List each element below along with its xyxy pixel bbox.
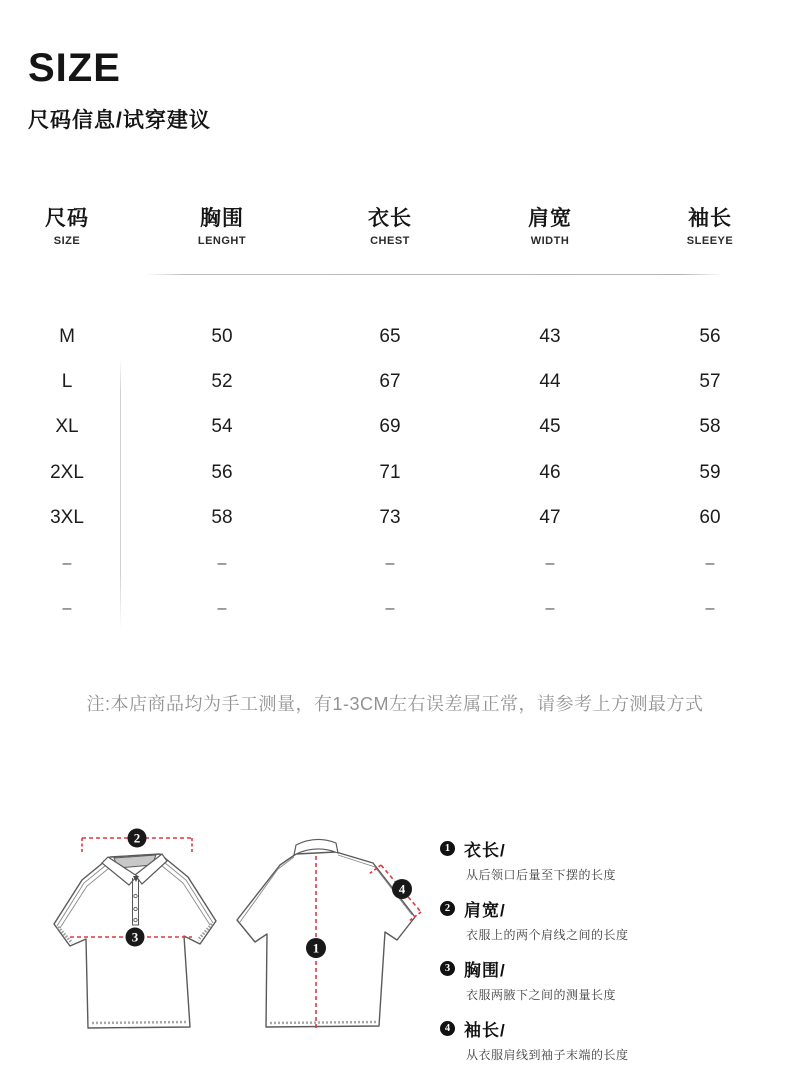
table-row-empty-2: – – – – –: [62, 600, 715, 618]
table-header-divider: [145, 274, 723, 275]
back-shirt-illustration: [228, 812, 433, 1062]
table-row-xl: XL 54 69 45 58: [55, 416, 721, 438]
shoulder-width-marker: [82, 829, 192, 854]
page-subtitle: 尺码信息/试穿建议: [28, 109, 211, 132]
legend-bullet-3: 3: [440, 961, 455, 976]
legend-item-shoulder: 2 肩宽/ 衣服上的两个肩线之间的长度: [440, 896, 770, 943]
length-marker-number: 1: [312, 940, 320, 956]
table-row-empty-1: – – – – –: [62, 554, 715, 572]
table-row-m: M 50 65 43 56: [59, 325, 721, 347]
table-row-l: L 52 67 44 57: [61, 371, 721, 393]
legend-item-length: 1 衣长/ 从后领口后量至下摆的长度: [440, 836, 770, 883]
front-shirt-illustration: [40, 812, 235, 1062]
table-row-2xl: 2XL 56 71 46 59: [50, 461, 721, 483]
size-table-body: [0, 314, 790, 632]
legend-bullet-2: 2: [440, 901, 455, 916]
sleeve-marker-number: 4: [398, 881, 406, 897]
page-title: SIZE: [28, 46, 121, 90]
chest-marker-number: 3: [131, 929, 139, 945]
column-header-length: 衣长 CHEST: [368, 207, 412, 247]
column-header-chest: 胸围 LENGHT: [197, 207, 247, 247]
size-table-header: [0, 202, 790, 247]
column-header-size: 尺码 SIZE: [45, 207, 89, 247]
table-row-3xl: 3XL 58 73 47 60: [50, 507, 721, 529]
legend-item-sleeve: 4 袖长/ 从衣服肩线到袖子末端的长度: [440, 1016, 770, 1063]
legend-bullet-1: 1: [440, 841, 455, 856]
measurement-note: 注:本店商品均为手工测量，有1-3CM左右误差属正常，请参考上方测最方式: [86, 694, 704, 714]
shoulder-marker-number: 2: [133, 830, 141, 846]
column-header-shoulder: 肩宽 WIDTH: [528, 207, 572, 247]
legend-bullet-4: 4: [440, 1021, 455, 1036]
legend-item-chest: 3 胸围/ 衣服两腋下之间的测量长度: [440, 956, 770, 1003]
measure-legend: [440, 836, 770, 1076]
measure-guide-section: [0, 800, 790, 1092]
column-header-sleeve: 袖长 SLEEYE: [686, 207, 734, 247]
